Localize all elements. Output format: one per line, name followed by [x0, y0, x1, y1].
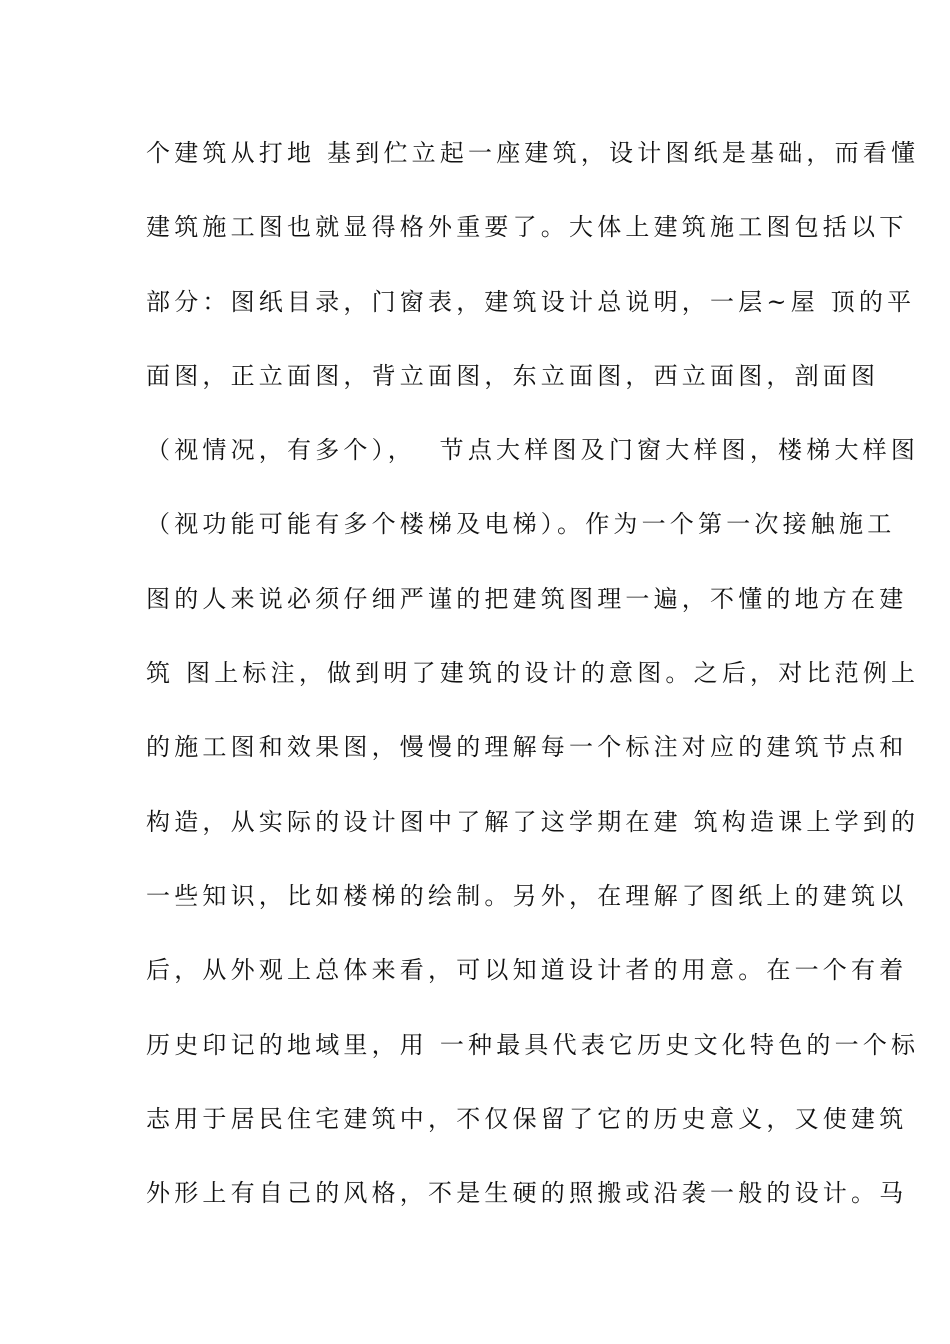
text-line: （视情况，有多个）， 节点大样图及门窗大样图，楼梯大样图: [146, 436, 920, 465]
text-line: 面图，正立面图，背立面图，东立面图，西立面图，剖面图: [146, 361, 880, 390]
text-line: 外形上有自己的风格，不是生硬的照搬或沿袭一般的设计。马: [146, 1179, 908, 1208]
text-line: 后，从外观上总体来看，可以知道设计者的用意。在一个有着: [146, 956, 908, 985]
text-line: 历史印记的地域里，用 一种最具代表它历史文化特色的一个标: [146, 1030, 920, 1059]
text-line: 构造，从实际的设计图中了解了这学期在建 筑构造课上学到的: [146, 807, 920, 836]
text-line: 图的人来说必须仔细严谨的把建筑图理一遍，不懂的地方在建: [146, 584, 908, 613]
text-line: 志用于居民住宅建筑中，不仅保留了它的历史意义，又使建筑: [146, 1104, 908, 1133]
text-line: 的施工图和效果图，慢慢的理解每一个标注对应的建筑节点和: [146, 733, 908, 762]
text-line: 个建筑从打地 基到伫立起一座建筑，设计图纸是基础，而看懂: [146, 139, 920, 167]
text-line: 筑 图上标注，做到明了建筑的设计的意图。之后，对比范例上: [146, 659, 920, 688]
body-paragraph: [146, 131, 920, 1245]
text-line: 建筑施工图也就显得格外重要了。大体上建筑施工图包括以下: [146, 213, 908, 242]
text-line: 部分：图纸目录，门窗表，建筑设计总说明，一层~屋 顶的平: [146, 287, 916, 316]
text-line: （视功能可能有多个楼梯及电梯）。作为一个第一次接触施工: [146, 510, 896, 539]
text-line: 一些知识，比如楼梯的绘制。另外，在理解了图纸上的建筑以: [146, 881, 908, 910]
